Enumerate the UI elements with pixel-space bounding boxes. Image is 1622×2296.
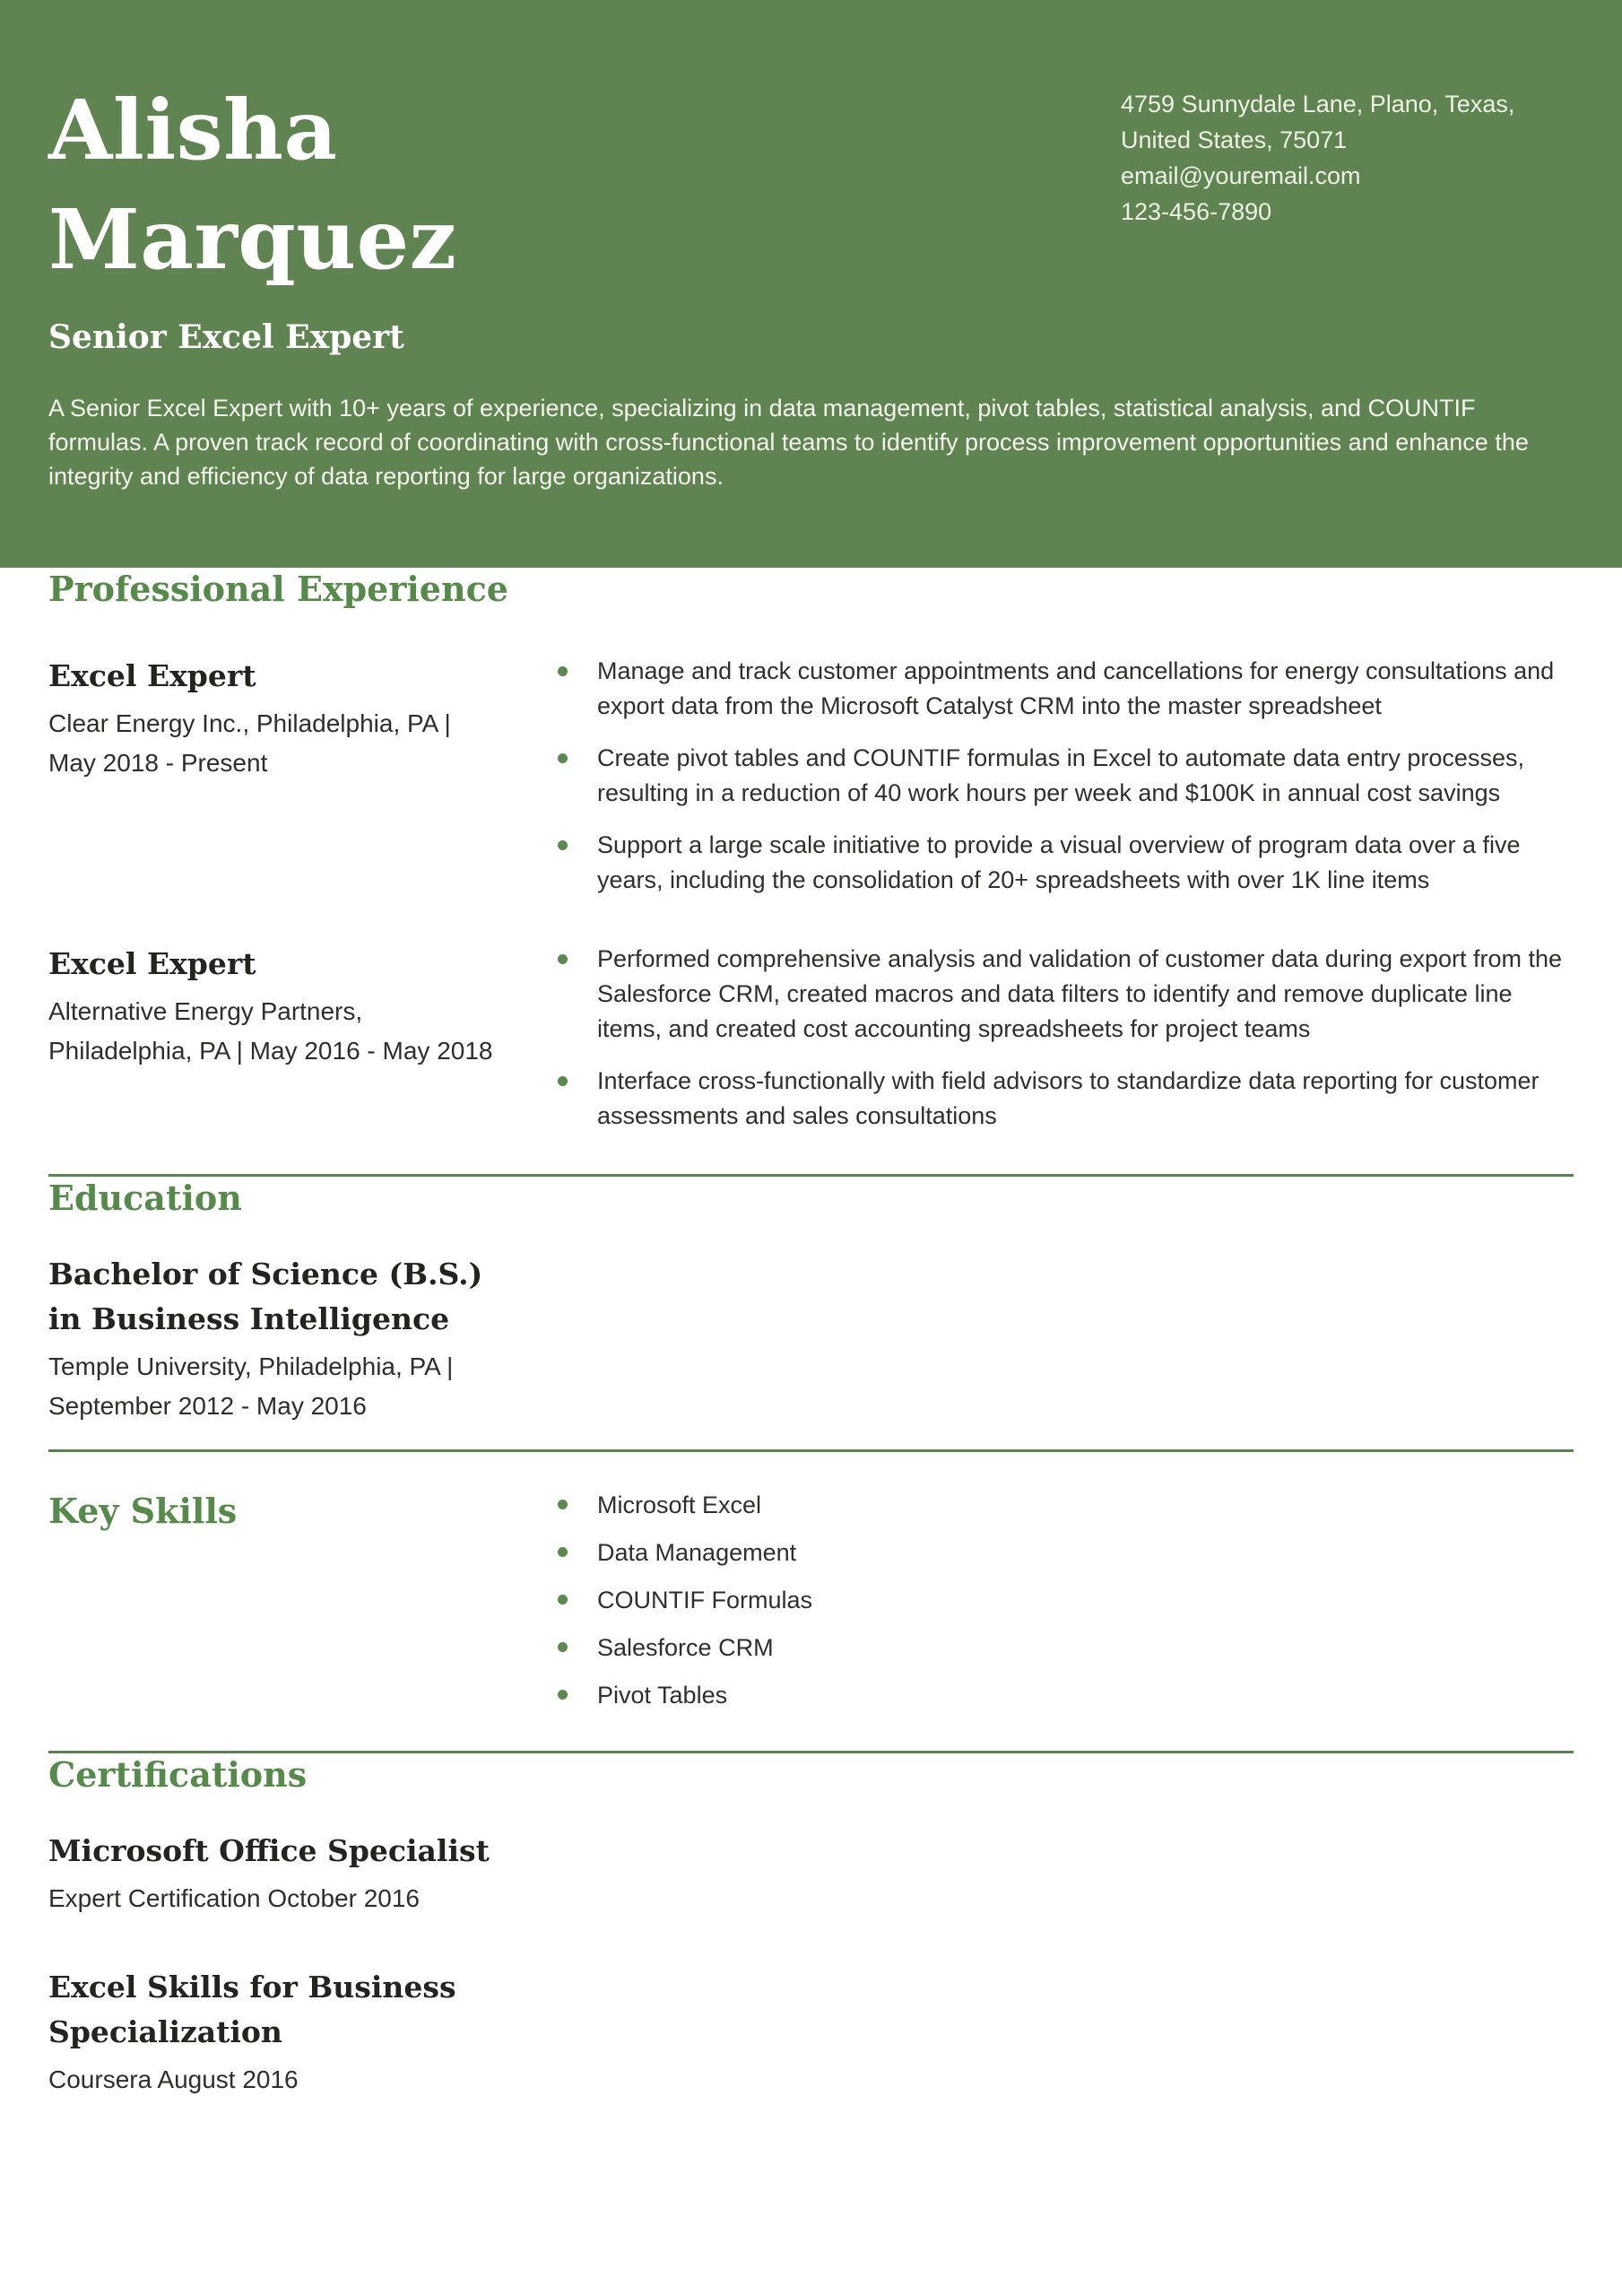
job-entry-2 (48, 942, 1574, 1151)
skills-row (48, 1490, 1574, 1727)
certification-entry-1 (48, 1829, 556, 1918)
contact-address-line2: United States, 75071 (1121, 126, 1348, 153)
skills-section (48, 1490, 1574, 1727)
contact-phone: 123-456-7890 (1121, 198, 1272, 225)
job-entry-1-bullets (556, 654, 1574, 915)
job-title: Excel Expert (48, 658, 256, 693)
skill-item: Microsoft Excel (556, 1490, 1574, 1520)
skill-item: Pivot Tables (556, 1680, 1574, 1710)
resume-header (0, 0, 1622, 568)
certification-entry-2 (48, 1965, 556, 2100)
certification-meta: Expert Certification October 2016 (48, 1884, 420, 1912)
degree-title: Bachelor of Science (B.S.) in Business Intelligence (48, 1257, 483, 1336)
contact-address-line1: 4759 Sunnydale Lane, Plano, Texas, (1121, 91, 1515, 117)
job-bullet: Interface cross-functionally with field advisors to standardize data reporting for customer assessments and sales consultations (556, 1064, 1574, 1134)
section-divider (48, 1449, 1574, 1452)
skills-list (556, 1490, 1574, 1727)
job-meta: Alternative Energy Partners, Philadelphia, PA | May 2016 - May 2018 (48, 997, 493, 1065)
job-entry-1-info (48, 654, 556, 915)
education-section (48, 1177, 1574, 1426)
skill-item: Salesforce CRM (556, 1632, 1574, 1663)
education-heading: Education (48, 1178, 242, 1218)
skills-heading: Key Skills (48, 1491, 238, 1531)
skill-item: COUNTIF Formulas (556, 1585, 1574, 1615)
contact-block (1121, 75, 1574, 230)
job-title: Excel Expert (48, 946, 256, 981)
job-entry-1 (48, 654, 1574, 915)
certification-title: Excel Skills for Business Specialization (48, 1970, 456, 2049)
job-entry-2-bullets (556, 942, 1574, 1151)
job-entry-2-info (48, 942, 556, 1151)
education-meta: Temple University, Philadelphia, PA | September 2012 - May 2016 (48, 1352, 454, 1420)
experience-heading: Professional Experience (48, 569, 508, 609)
certification-meta: Coursera August 2016 (48, 2066, 299, 2093)
job-bullet: Support a large scale initiative to provide a visual overview of program data over a five years, including the consolidation of 20+ spreadsheets with over 1K line items (556, 828, 1574, 898)
job-meta: Clear Energy Inc., Philadelphia, PA | May 2018 - Present (48, 709, 451, 777)
certifications-heading: Certifications (48, 1754, 308, 1795)
resume-body (0, 568, 1622, 2100)
experience-section (48, 568, 1574, 1151)
job-bullet: Manage and track customer appointments and cancellations for energy consultations and export data from the Microsoft Catalyst CRM into the master spreadsheet (556, 654, 1574, 724)
certification-title: Microsoft Office Specialist (48, 1833, 490, 1868)
skill-item: Data Management (556, 1537, 1574, 1568)
professional-title: Senior Excel Expert (48, 318, 404, 356)
summary-text: A Senior Excel Expert with 10+ years of experience, specializing in data management, pivot tables, statistical analysis, and COUNTIF formulas. A proven track record of coordinating with cross-functional teams to identify process improvement opportunities and enhance the integrity and efficiency of data reporting for large organizations. (48, 395, 1529, 490)
contact-email: email@youremail.com (1121, 162, 1361, 189)
job-bullet: Create pivot tables and COUNTIF formulas in Excel to automate data entry processes, resulting in a reduction of 40 work hours per week and $100K in annual cost savings (556, 741, 1574, 811)
candidate-name: Alisha Marquez (48, 82, 457, 288)
certifications-section (48, 1753, 1574, 2100)
education-entry (48, 1252, 556, 1426)
job-bullet: Performed comprehensive analysis and validation of customer data during export from the Salesforce CRM, created macros and data filters to identify and remove duplicate line items, and created cost accounting spreadsheets for project teams (556, 942, 1574, 1047)
header-top-row (48, 75, 1574, 294)
